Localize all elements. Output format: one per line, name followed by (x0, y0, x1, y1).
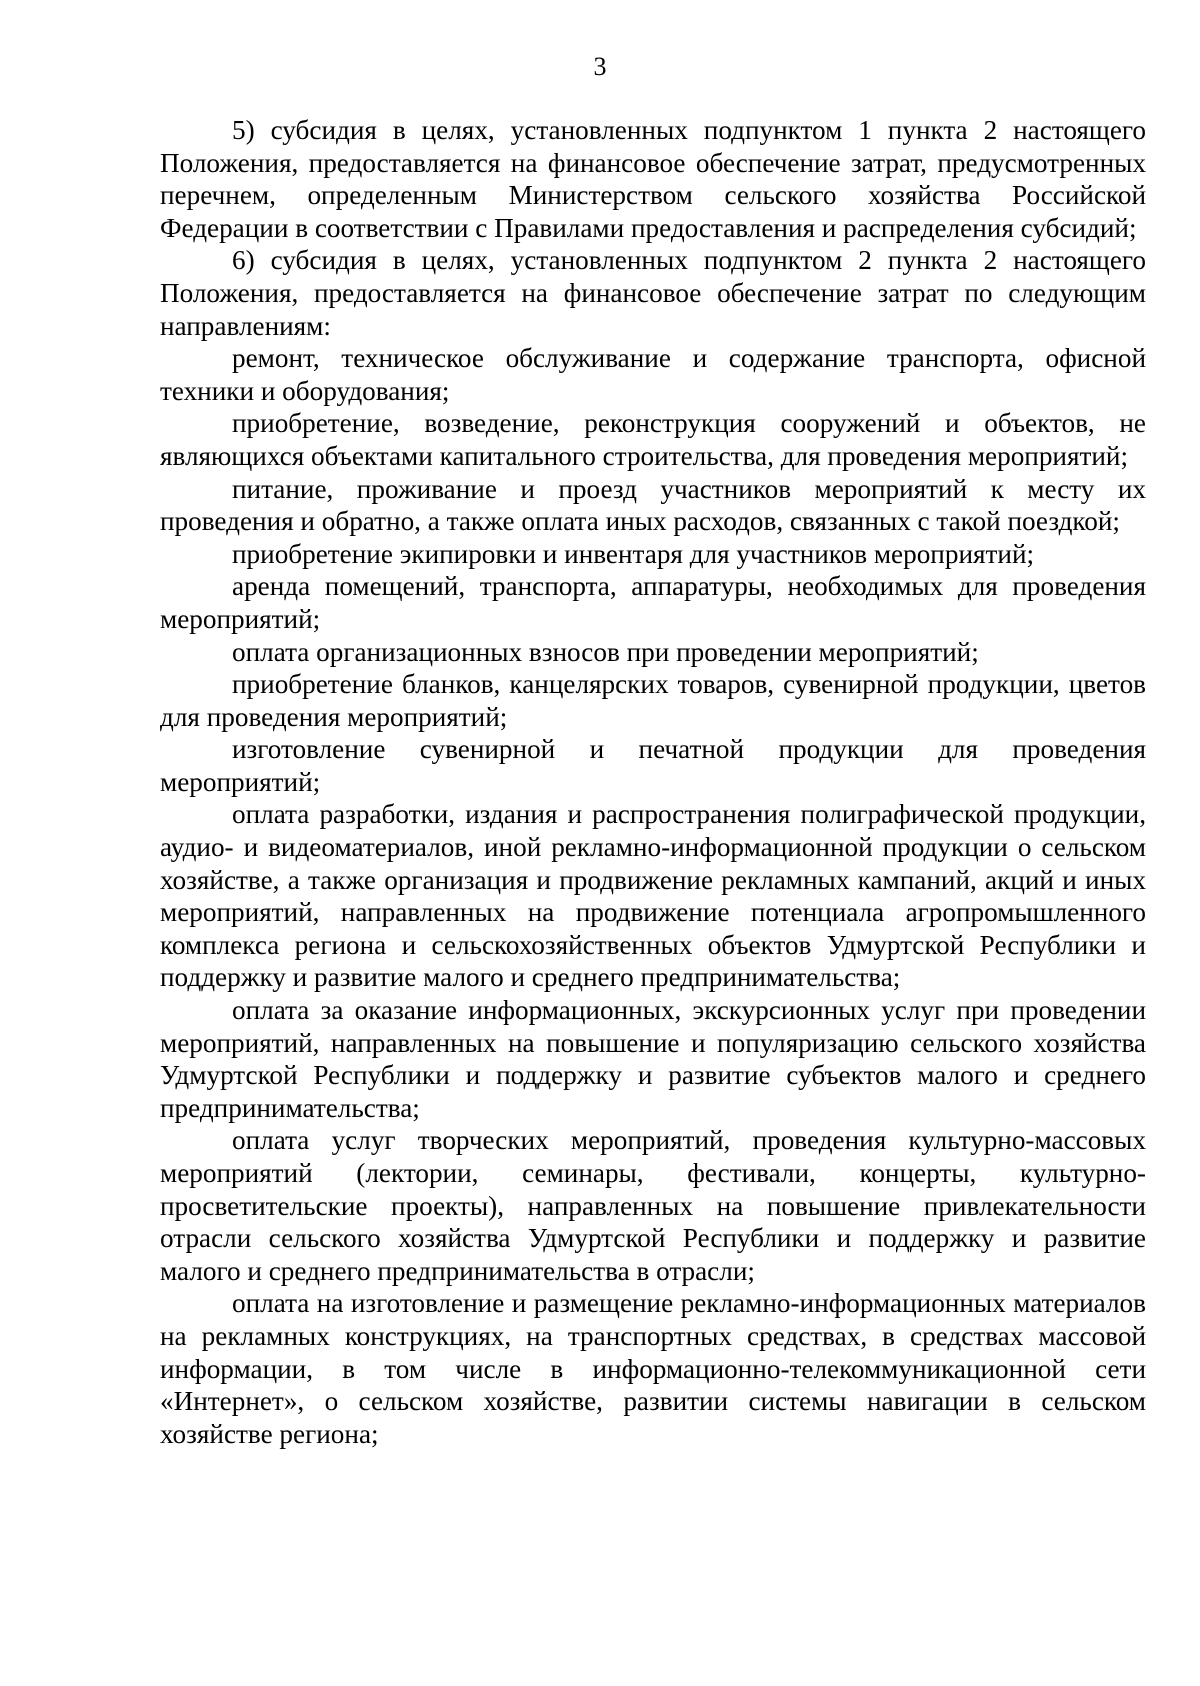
list-item-fees: оплата организационных взносов при проведении мероприятий; (232, 636, 979, 667)
list-item-advertising-placement: оплата на изготовление и размещение рекламно-информационных материалов на рекламных конструкциях, на транспортных средствах, в средствах массовой информации, в том числе в информационно-телекоммуникационной сети «Интернет», о сельском хозяйстве, развитии системы навигации в сельском хозяйстве региона; (160, 1288, 1146, 1449)
list-item-souvenirs: изготовление сувенирной и печатной продукции для проведения мероприятий; (160, 734, 1146, 797)
document-body (160, 114, 1146, 1450)
list-item-stationery: приобретение бланков, канцелярских товаров, сувенирной продукции, цветов для проведения мероприятий; (160, 669, 1146, 732)
paragraph-item-5: 5) субсидия в целях, установленных подпунктом 1 пункта 2 настоящего Положения, предоставляется на финансовое обеспечение затрат, предусмотренных перечнем, определенным Министерством сельского хозяйства Российской Федерации в соответствии с Правилами предоставления и распределения субсидий; (160, 115, 1146, 243)
list-item-equipment: приобретение экипировки и инвентаря для участников мероприятий; (232, 538, 1035, 569)
list-item-construction: приобретение, возведение, реконструкция сооружений и объектов, не являющихся объектами капитального строительства, для проведения мероприятий; (160, 408, 1146, 471)
list-item-cultural-events: оплата услуг творческих мероприятий, проведения культурно-массовых мероприятий (лектории, семинары, фестивали, концерты, культурно-просветительские проекты), направленных на повышение привлекательности отрасли сельского хозяйства Удмуртской Республики и поддержку и развитие малого и среднего предпринимательства в отрасли; (160, 1125, 1146, 1286)
list-item-excursions: оплата за оказание информационных, экскурсионных услуг при проведении мероприятий, направленных на повышение и популяризацию сельского хозяйства Удмуртской Республики и поддержку и развитие субъектов малого и среднего предпринимательства; (160, 995, 1146, 1123)
list-item-rent: аренда помещений, транспорта, аппаратуры, необходимых для проведения мероприятий; (160, 571, 1146, 634)
page-number: 3 (593, 52, 607, 81)
paragraph-item-6: 6) субсидия в целях, установленных подпунктом 2 пункта 2 настоящего Положения, предоставляется на финансовое обеспечение затрат по следующим направлениям: (160, 245, 1146, 341)
list-item-travel: питание, проживание и проезд участников мероприятий к месту их проведения и обратно, а также оплата иных расходов, связанных с такой поездкой; (160, 473, 1146, 537)
list-item-advertising-production: оплата разработки, издания и распространения полиграфической продукции, аудио- и видеоматериалов, иной рекламно-информационной продукции о сельском хозяйстве, а также организация и продвижение рекламных кампаний, акций и иных мероприятий, направленных на продвижение потенциала агропромышленного комплекса региона и сельскохозяйственных объектов Удмуртской Республики и поддержку и развитие малого и среднего предпринимательства; (160, 799, 1146, 993)
list-item-repair: ремонт, техническое обслуживание и содержание транспорта, офисной техники и оборудования; (160, 343, 1146, 406)
